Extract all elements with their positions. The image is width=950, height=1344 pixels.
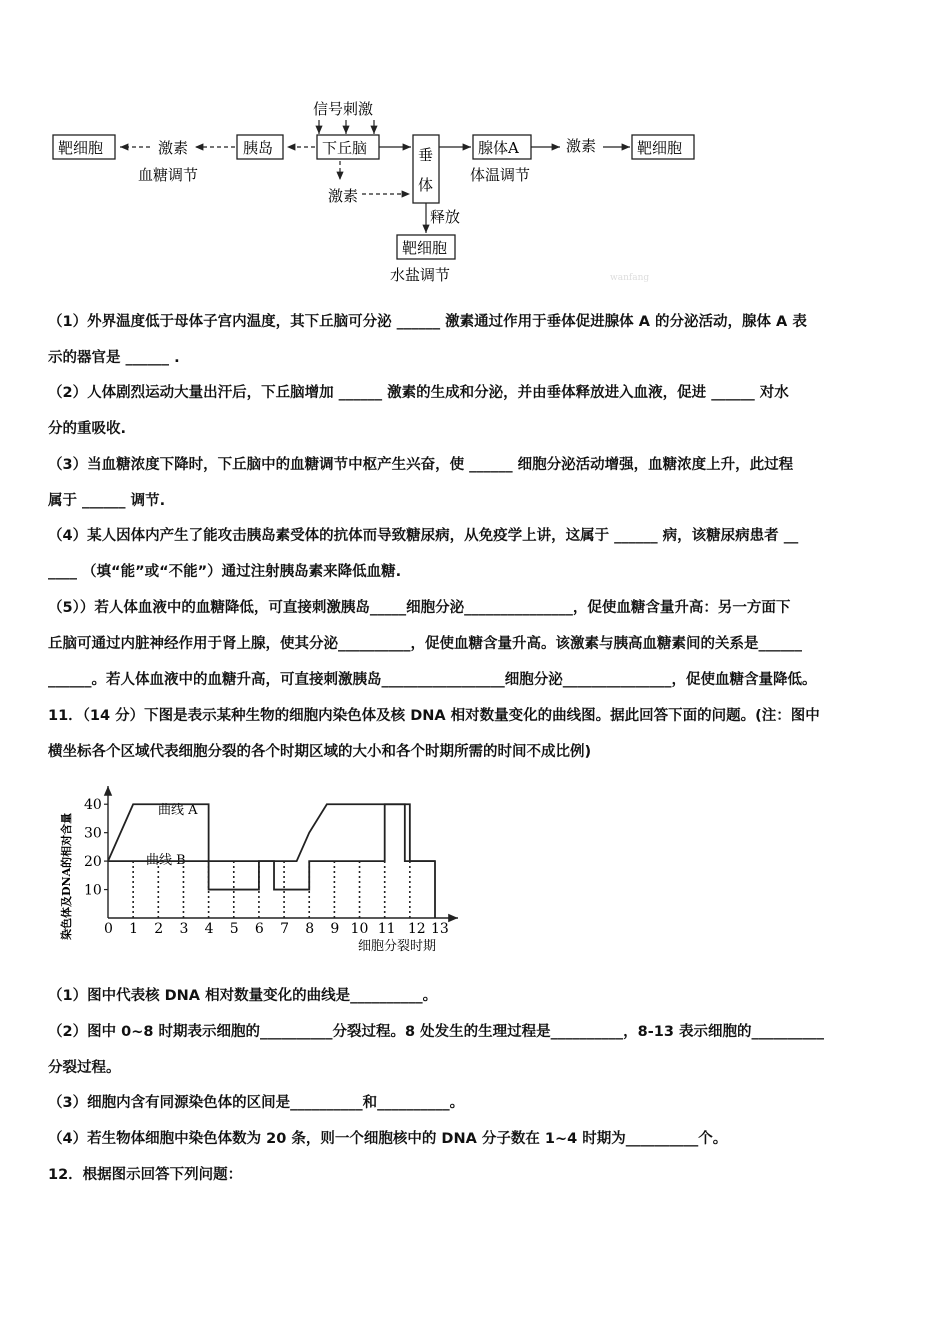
pancreas: 胰岛 xyxy=(243,139,274,157)
x-tick-label: 5 xyxy=(229,921,239,937)
q10-2-line1: （2）人体剧烈运动大量出汗后，下丘脑增加 ______ 激素的生成和分泌，并由垂体释放进入血液，促进 ______ 对水 xyxy=(48,385,789,401)
watermark: wanfang xyxy=(610,273,650,283)
signal-label: 信号刺激 xyxy=(313,100,374,118)
x-tick-label: 9 xyxy=(330,921,340,937)
x-tick-label: 13 xyxy=(431,921,449,937)
y-axis-label: 染色体及DNA的相对含量 xyxy=(60,812,73,940)
y-tick-label: 30 xyxy=(84,825,102,842)
q11-1: （1）图中代表核 DNA 相对数量变化的曲线是__________。 xyxy=(48,988,438,1004)
q10-1-line1: （1）外界温度低于母体子宫内温度，其下丘脑可分泌 ______ 激素通过作用于垂体促进腺体 A 的分泌活动，腺体 A 表 xyxy=(48,314,807,330)
q10-4-line2: ____ （填“能”或“不能”）通过注射胰岛素来降低血糖. xyxy=(48,564,402,580)
endocrine-regulation-diagram xyxy=(40,90,760,290)
gland-a: 腺体A xyxy=(478,139,519,157)
x-tick-label: 10 xyxy=(350,921,369,937)
q12-header: 12．根据图示回答下列问题： xyxy=(48,1167,243,1183)
q10-1-line2: 示的器官是 ______ . xyxy=(48,350,180,366)
temperature-regulation: 体温调节 xyxy=(470,166,531,184)
x-tick-label: 3 xyxy=(179,921,189,937)
x-tick-label: 11 xyxy=(377,921,396,937)
x-tick-label: 6 xyxy=(254,921,264,937)
q10-5-line2: 丘脑可通过内脏神经作用于肾上腺，使其分泌__________，促使血糖含量升高。该激素与胰高血糖素间的关系是______ xyxy=(48,636,802,652)
hormone-right: 激素 xyxy=(566,137,597,155)
x-tick-label: 7 xyxy=(280,921,289,937)
q11-2-line2: 分裂过程。 xyxy=(48,1060,121,1076)
diagram-svg xyxy=(40,90,760,290)
target-cell-bottom: 靶细胞 xyxy=(402,239,448,257)
release-label: 释放 xyxy=(430,208,461,226)
y-tick-label: 10 xyxy=(84,882,102,899)
blood-sugar-regulation: 血糖调节 xyxy=(138,166,199,184)
q11-3: （3）细胞内含有同源染色体的区间是__________和__________。 xyxy=(48,1095,465,1111)
x-tick-label: 4 xyxy=(204,921,214,937)
x-axis-label: 细胞分裂时期 xyxy=(358,939,437,954)
q11-2-line1: （2）图中 0~8 时期表示细胞的__________分裂过程。8 处发生的生理过程是__________，8-13 表示细胞的__________ xyxy=(48,1024,824,1040)
y-tick-label: 20 xyxy=(84,854,102,871)
x-tick-label: 1 xyxy=(129,921,139,937)
chart-svg xyxy=(48,780,478,960)
q10-3-line1: （3）当血糖浓度下降时，下丘脑中的血糖调节中枢产生兴奋，使 ______ 细胞分泌活动增强，血糖浓度上升，此过程 xyxy=(48,457,794,473)
target-cell-left: 靶细胞 xyxy=(58,139,104,157)
hormone-mid: 激素 xyxy=(328,187,359,205)
x-tick-label: 0 xyxy=(104,921,113,937)
q11-header-line1: 11．（14 分）下图是表示某种生物的细胞内染色体及核 DNA 相对数量变化的曲线图。据此回答下面的问题。(注：图中 xyxy=(48,708,820,724)
q10-2-line2: 分的重吸收. xyxy=(48,421,127,437)
curve-b-label: 曲线 B xyxy=(146,853,186,868)
x-tick-label: 12 xyxy=(407,921,426,937)
q10-3-line2: 属于 ______ 调节. xyxy=(48,493,166,509)
water-salt-regulation: 水盐调节 xyxy=(390,266,451,284)
q10-5-line1: （5））若人体血液中的血糖降低，可直接刺激胰岛_____细胞分泌_______________，促使血糖含量升高：另一方面下 xyxy=(48,600,791,616)
target-cell-right: 靶细胞 xyxy=(637,139,683,157)
q10-4-line1: （4）某人因体内产生了能攻击胰岛素受体的抗体而导致糖尿病，从免疫学上讲，这属于 ______ 病，该糖尿病患者 __ xyxy=(48,528,799,544)
pituitary-top: 垂 xyxy=(418,146,434,164)
hypothalamus: 下丘脑 xyxy=(322,139,368,157)
hormone-left: 激素 xyxy=(158,139,189,157)
y-tick-label: 40 xyxy=(84,797,102,814)
x-tick-label: 8 xyxy=(305,921,315,937)
q10-5-line3: ______。若人体血液中的血糖升高，可直接刺激胰岛_________________细胞分泌_______________，促使血糖含量降低。 xyxy=(48,672,817,688)
curve-a-label: 曲线 A xyxy=(158,803,198,818)
q11-4: （4）若生物体细胞中染色体数为 20 条，则一个细胞核中的 DNA 分子数在 1~4 时期为__________个。 xyxy=(48,1131,728,1147)
x-tick-label: 2 xyxy=(154,921,164,937)
q11-header-line2: 横坐标各个区域代表细胞分裂的各个时期区域的大小和各个时期所需的时间不成比例) xyxy=(48,744,592,760)
pituitary-bottom: 体 xyxy=(418,176,434,194)
dna-chromosome-chart xyxy=(48,780,478,960)
